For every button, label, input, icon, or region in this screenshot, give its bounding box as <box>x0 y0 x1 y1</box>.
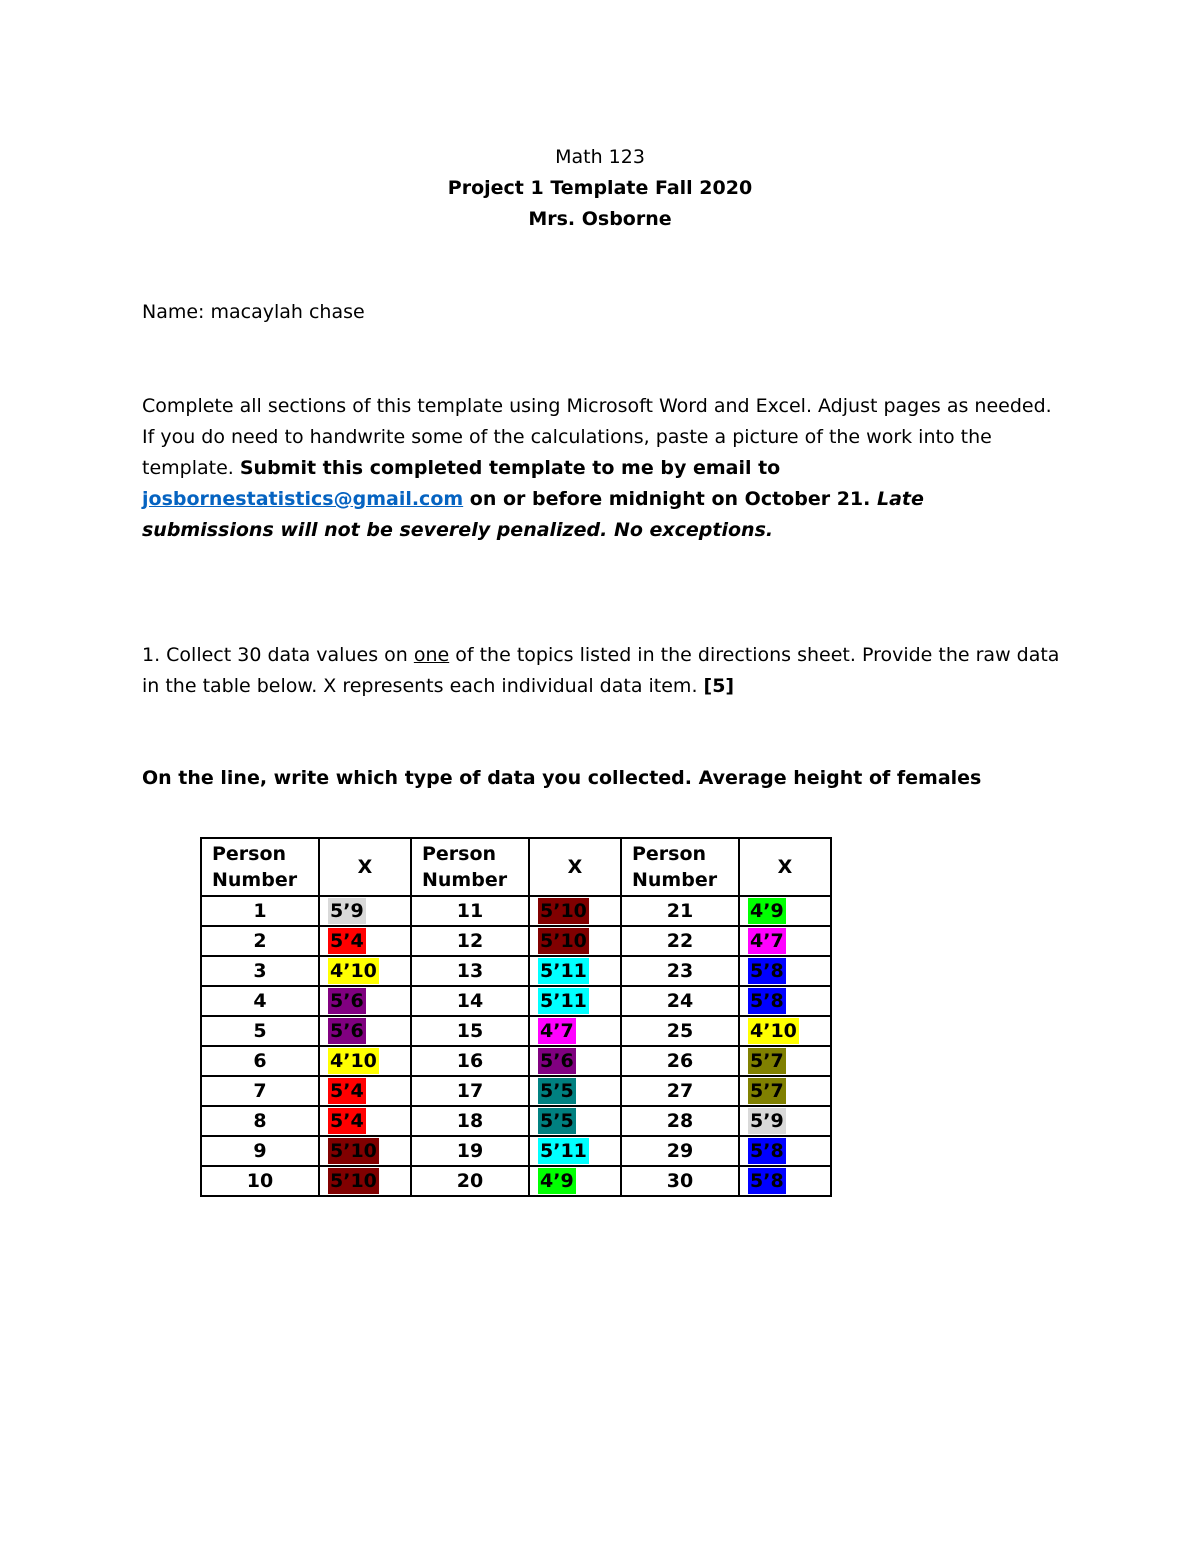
highlighted-value: 5’9 <box>330 900 364 922</box>
x-value-cell <box>739 1016 831 1046</box>
x-value-cell <box>529 1046 621 1076</box>
x-value-cell <box>739 1166 831 1196</box>
highlighted-value: 4’7 <box>750 930 784 952</box>
highlighted-value: 5’4 <box>330 1110 364 1132</box>
highlighted-value: 5’7 <box>750 1050 784 1072</box>
highlighted-value: 5’10 <box>330 1170 377 1192</box>
highlighted-value: 5’4 <box>330 1080 364 1102</box>
highlighted-value: 5’10 <box>330 1140 377 1162</box>
student-name: Name: macaylah chase <box>142 301 365 323</box>
header-person-number: Person Number <box>411 838 529 896</box>
table-row <box>201 1166 831 1196</box>
highlighted-value: 5’8 <box>750 990 784 1012</box>
x-value-cell <box>739 1106 831 1136</box>
x-value-cell <box>529 986 621 1016</box>
highlighted-value: 4’9 <box>540 1170 574 1192</box>
person-number-cell: 7 <box>201 1076 319 1106</box>
highlighted-value: 5’6 <box>540 1050 574 1072</box>
instructions-paragraph <box>142 391 1062 546</box>
table-row <box>201 1106 831 1136</box>
table-body <box>201 896 831 1196</box>
x-value-cell <box>529 956 621 986</box>
person-number-cell: 26 <box>621 1046 739 1076</box>
x-value-cell <box>529 926 621 956</box>
table-row <box>201 986 831 1016</box>
person-number-cell: 23 <box>621 956 739 986</box>
highlighted-value: 5’6 <box>330 1020 364 1042</box>
x-value-cell <box>529 1136 621 1166</box>
person-number-cell: 25 <box>621 1016 739 1046</box>
person-number-cell: 24 <box>621 986 739 1016</box>
person-number-cell: 22 <box>621 926 739 956</box>
header-person-number: Person Number <box>621 838 739 896</box>
x-value-cell <box>739 986 831 1016</box>
highlighted-value: 5’8 <box>750 1170 784 1192</box>
person-number-cell: 5 <box>201 1016 319 1046</box>
person-number-cell: 27 <box>621 1076 739 1106</box>
x-value-cell <box>529 1166 621 1196</box>
person-number-cell: 13 <box>411 956 529 986</box>
submit-instruction: Submit this completed template to me by email to <box>239 457 781 479</box>
highlighted-value: 5’10 <box>540 930 587 952</box>
x-value-cell <box>739 956 831 986</box>
instructions-text: Complete all sections of this template using Microsoft Word and Excel. Adjust pages as needed. If you do need to handwrite some of the calculations, paste a picture of the work into the template. <box>142 395 1052 479</box>
x-value-cell <box>319 896 411 926</box>
person-number-cell: 1 <box>201 896 319 926</box>
highlighted-value: 5’5 <box>540 1110 574 1132</box>
table-row <box>201 1136 831 1166</box>
question-1-points: [5] <box>703 675 735 697</box>
highlighted-value: 4’10 <box>330 1050 377 1072</box>
x-value-cell <box>739 1046 831 1076</box>
person-number-cell: 19 <box>411 1136 529 1166</box>
person-number-cell: 10 <box>201 1166 319 1196</box>
x-value-cell <box>319 1046 411 1076</box>
x-value-cell <box>319 1166 411 1196</box>
highlighted-value: 5’11 <box>540 960 587 982</box>
x-value-cell <box>739 1076 831 1106</box>
teacher-name: Mrs. Osborne <box>528 208 672 230</box>
highlighted-value: 5’7 <box>750 1080 784 1102</box>
project-title: Project 1 Template Fall 2020 <box>447 177 753 199</box>
highlighted-value: 5’8 <box>750 960 784 982</box>
highlighted-value: 5’11 <box>540 990 587 1012</box>
x-value-cell <box>739 1136 831 1166</box>
x-value-cell <box>739 926 831 956</box>
header-x: X <box>739 838 831 896</box>
highlighted-value: 4’10 <box>750 1020 797 1042</box>
header-person-number: Person Number <box>201 838 319 896</box>
person-number-cell: 14 <box>411 986 529 1016</box>
person-number-cell: 21 <box>621 896 739 926</box>
table-row <box>201 896 831 926</box>
highlighted-value: 5’4 <box>330 930 364 952</box>
highlighted-value: 5’5 <box>540 1080 574 1102</box>
table-row <box>201 1016 831 1046</box>
table-row <box>201 1076 831 1106</box>
email-link[interactable]: josbornestatistics@gmail.com <box>142 488 464 510</box>
x-value-cell <box>319 1076 411 1106</box>
question-1 <box>142 640 1062 702</box>
header-x: X <box>319 838 411 896</box>
x-value-cell <box>319 986 411 1016</box>
x-value-cell <box>529 1106 621 1136</box>
x-value-cell <box>319 1016 411 1046</box>
x-value-cell <box>529 896 621 926</box>
x-value-cell <box>529 1016 621 1046</box>
person-number-cell: 9 <box>201 1136 319 1166</box>
question-1-emphasis: one <box>413 644 450 666</box>
highlighted-value: 5’11 <box>540 1140 587 1162</box>
question-1-text-a: 1. Collect 30 data values on <box>142 644 414 666</box>
person-number-cell: 29 <box>621 1136 739 1166</box>
person-number-cell: 20 <box>411 1166 529 1196</box>
highlighted-value: 5’9 <box>750 1110 784 1132</box>
highlighted-value: 5’6 <box>330 990 364 1012</box>
table-row <box>201 956 831 986</box>
late-policy-text: Late submissions will not be severely penalized. No exceptions. <box>142 488 924 541</box>
course-title: Math 123 <box>555 146 645 168</box>
person-number-cell: 15 <box>411 1016 529 1046</box>
x-value-cell <box>529 1076 621 1106</box>
table-header-row <box>201 838 831 896</box>
x-value-cell <box>319 956 411 986</box>
x-value-cell <box>319 1106 411 1136</box>
highlighted-value: 5’10 <box>540 900 587 922</box>
person-number-cell: 2 <box>201 926 319 956</box>
highlighted-value: 5’8 <box>750 1140 784 1162</box>
person-number-cell: 18 <box>411 1106 529 1136</box>
document-header <box>0 142 1200 235</box>
highlighted-value: 4’9 <box>750 900 784 922</box>
person-number-cell: 28 <box>621 1106 739 1136</box>
deadline-text: on or before midnight on October 21. <box>463 488 877 510</box>
person-number-cell: 17 <box>411 1076 529 1106</box>
person-number-cell: 4 <box>201 986 319 1016</box>
data-type-line: On the line, write which type of data you collected. Average height of females <box>142 767 982 789</box>
x-value-cell <box>319 926 411 956</box>
x-value-cell <box>319 1136 411 1166</box>
header-x: X <box>529 838 621 896</box>
person-number-cell: 16 <box>411 1046 529 1076</box>
person-number-cell: 6 <box>201 1046 319 1076</box>
table-row <box>201 926 831 956</box>
person-number-cell: 30 <box>621 1166 739 1196</box>
person-number-cell: 12 <box>411 926 529 956</box>
raw-data-table <box>200 837 832 1197</box>
person-number-cell: 8 <box>201 1106 319 1136</box>
x-value-cell <box>739 896 831 926</box>
person-number-cell: 3 <box>201 956 319 986</box>
highlighted-value: 4’7 <box>540 1020 574 1042</box>
table-row <box>201 1046 831 1076</box>
person-number-cell: 11 <box>411 896 529 926</box>
highlighted-value: 4’10 <box>330 960 377 982</box>
question-1-text-b: of the topics listed in the directions sheet. Provide the raw data in the table below. X represents each individual data item. <box>142 644 1060 697</box>
